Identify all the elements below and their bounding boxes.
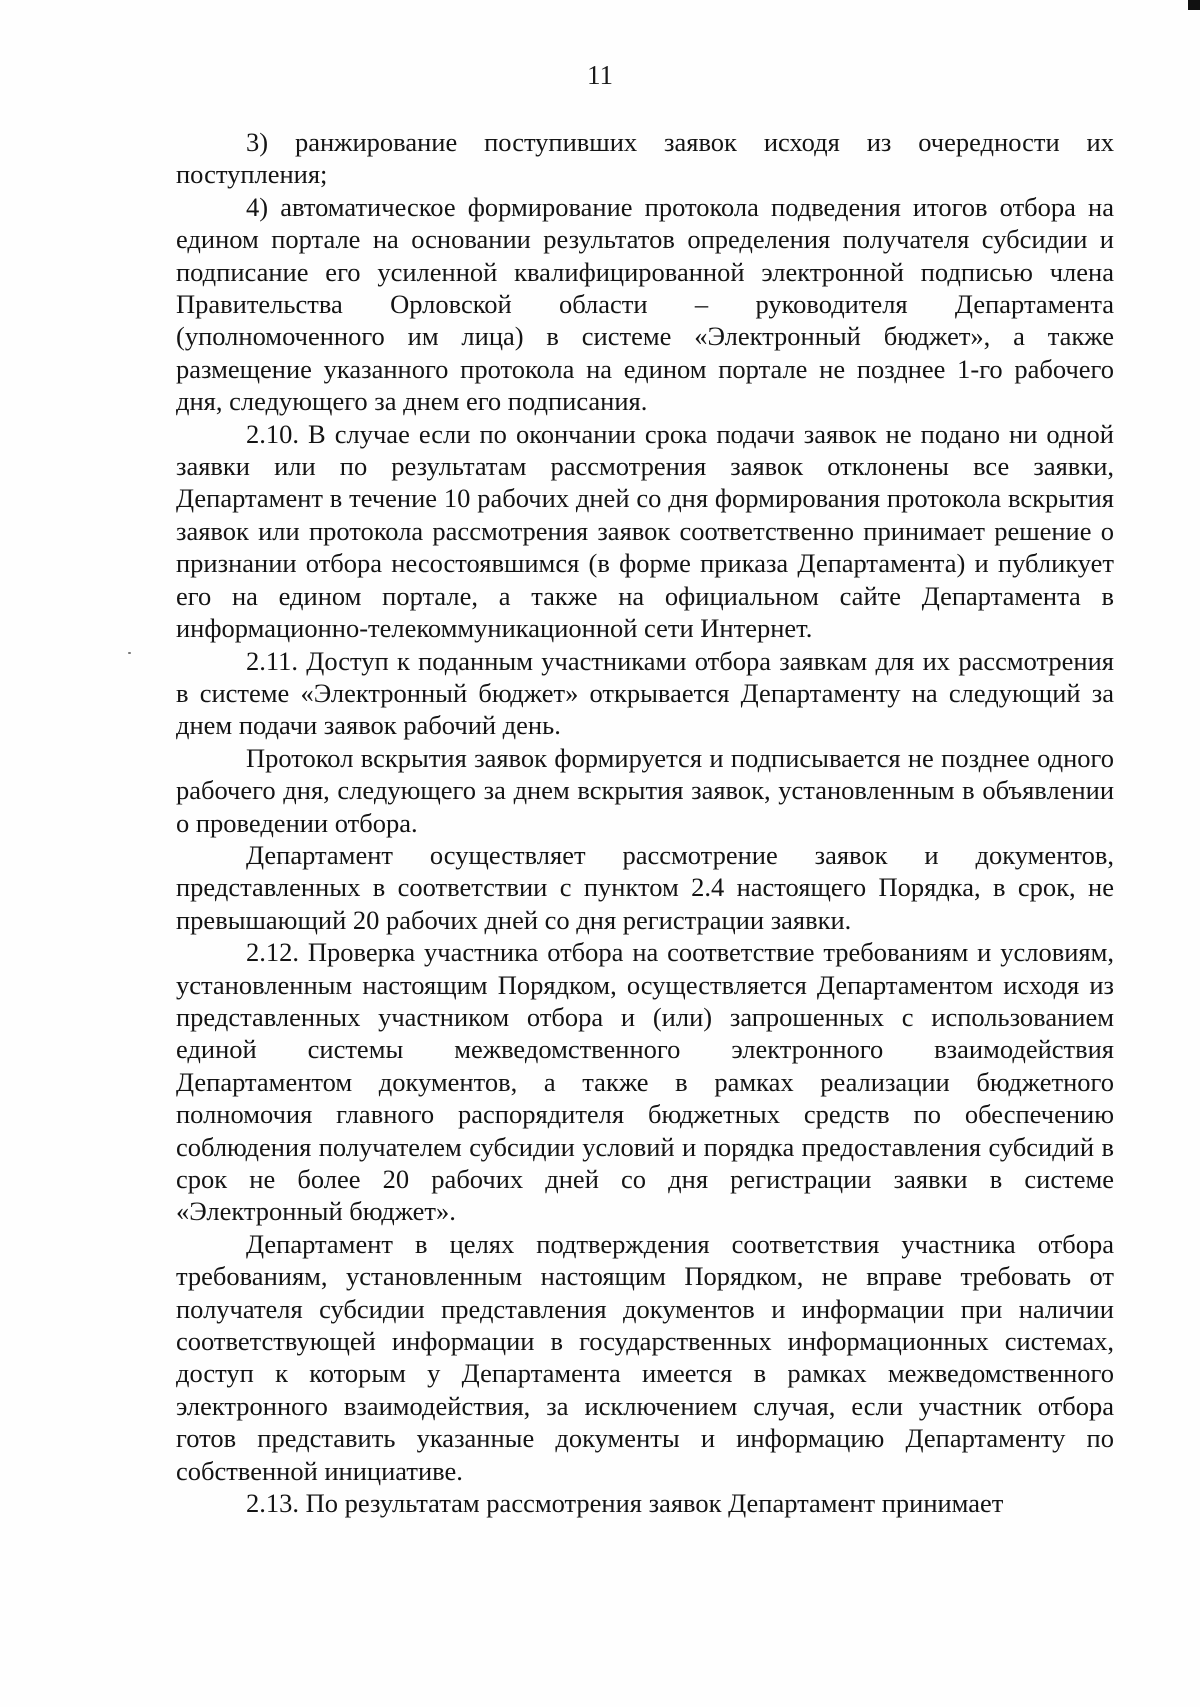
paragraph-protocol-opening: Протокол вскрытия заявок формируется и подписывается не позднее одного рабочего дня, следующего за днем вскрытия заявок, установленным в объявлении о проведении отбора.	[176, 742, 1114, 838]
paragraph-item-4: 4) автоматическое формирование протокола подведения итогов отбора на едином портале на основании результатов определения получателя субсидии и подписание его усиленной квалифицированной электронной подписью члена Правительства Орловской области – руководителя Департамента (уполномоченного им лица) в системе «Электронный бюджет», а также размещение указанного протокола на едином портале не позднее 1-го рабочего дня, следующего за днем его подписания.	[176, 191, 1114, 417]
paragraph-2-11: 2.11. Доступ к поданным участниками отбора заявкам для их рассмотрения в системе «Электронный бюджет» открывается Департаменту на следующий за днем подачи заявок рабочий день.	[176, 645, 1114, 741]
paragraph-department-review: Департамент осуществляет рассмотрение заявок и документов, представленных в соответствии с пунктом 2.4 настоящего Порядка, в срок, не превышающий 20 рабочих дней со дня регистрации заявки.	[176, 839, 1114, 935]
scan-speck	[128, 652, 131, 654]
document-body	[176, 126, 1114, 1519]
paragraph-2-10: 2.10. В случае если по окончании срока подачи заявок не подано ни одной заявки или по результатам рассмотрения заявок отклонены все заявки, Департамент в течение 10 рабочих дней со дня формирования протокола вскрытия заявок или протокола рассмотрения заявок соответственно принимает решение о признании отбора несостоявшимся (в форме приказа Департамента) и публикует его на едином портале, а также на официальном сайте Департамента в информационно-телекоммуникационной сети Интернет.	[176, 418, 1114, 644]
paragraph-2-12: 2.12. Проверка участника отбора на соответствие требованиям и условиям, установленным настоящим Порядком, осуществляется Департаментом исходя из представленных участником отбора и (или) запрошенных с использованием единой системы межведомственного электронного взаимодействия Департаментом документов, а также в рамках реализации бюджетного полномочия главного распорядителя бюджетных средств по обеспечению соблюдения получателем субсидии условий и порядка предоставления субсидий в срок не более 20 рабочих дней со дня регистрации заявки в системе «Электронный бюджет».	[176, 937, 1114, 1227]
paragraph-2-13: 2.13. По результатам рассмотрения заявок Департамент принимает	[246, 1488, 1004, 1519]
paragraph-department-confirmation: Департамент в целях подтверждения соответствия участника отбора требованиям, установленным настоящим Порядком, не вправе требовать от получателя субсидии представления документов и информации при наличии соответствующей информации в государственных информационных системах, доступ к которым у Департамента имеется в рамках межведомственного электронного взаимодействия, за исключением случая, если участник отбора готов представить указанные документы и информацию Департаменту по собственной инициативе.	[176, 1228, 1114, 1486]
paragraph-item-3: 3) ранжирование поступивших заявок исходя из очередности их поступления;	[176, 127, 1114, 190]
page-number: 11	[587, 60, 613, 90]
scan-corner-mark	[1188, 0, 1200, 10]
